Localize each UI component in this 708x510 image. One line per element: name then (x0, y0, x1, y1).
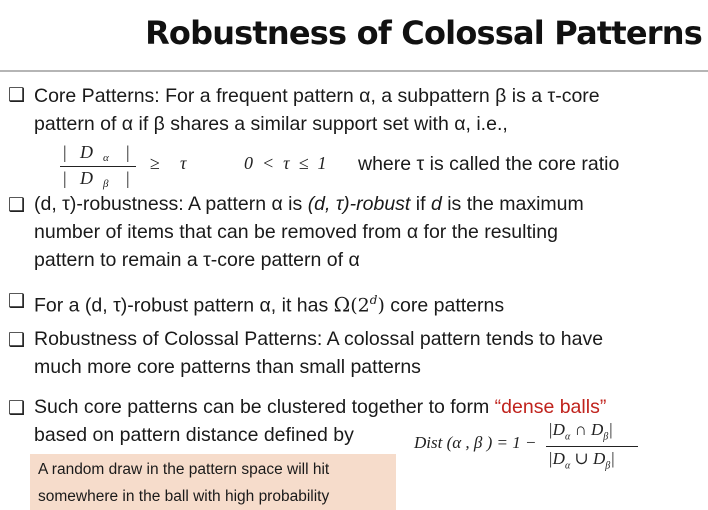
omega-symbol: Ω (333, 292, 351, 317)
count-prefix: For a (d, τ)-robust pattern α, it has (34, 294, 334, 317)
core-ratio-explanation: where τ is called the core ratio (358, 153, 620, 175)
numerator-op: ∩ D (570, 420, 604, 439)
robustness-suffix: is the maximum (441, 193, 584, 215)
count-suffix: core patterns (384, 294, 505, 317)
tau-symbol: τ (180, 153, 187, 173)
callout-line2: somewhere in the ball with high probability (38, 488, 330, 505)
bullet-core-pattern-count (34, 286, 504, 320)
d-term: d (430, 193, 442, 215)
numerator-sub1: α (564, 431, 571, 443)
slide-title: Robustness of Colossal Patterns (145, 14, 702, 52)
denominator-D: D (80, 168, 93, 188)
numerator-bar-left: | (63, 142, 67, 162)
robustness-prefix: (d, τ)-robustness: A pattern α is (34, 193, 308, 215)
denominator-bar-left: | (63, 168, 67, 188)
fraction-bar (60, 166, 136, 167)
denominator-sub2: β (605, 460, 611, 472)
distance-lhs: Dist (α , β ) = 1 − (414, 433, 537, 452)
numerator-bar-right: | (126, 142, 130, 162)
bullet-robustness-line3: pattern to remain a τ-core pattern of α (34, 249, 360, 271)
distance-fraction-bar (546, 446, 638, 447)
bullet-dense-balls-line1 (34, 393, 606, 421)
dense-balls-highlight: “dense balls” (494, 396, 607, 418)
denominator-sub1: α (564, 460, 571, 472)
numerator-subscript: α (103, 152, 109, 164)
bullet-dense-balls-line2: based on pattern distance defined by (34, 424, 354, 446)
numerator-D: D (80, 142, 93, 162)
denominator-op: ∪ D (570, 449, 606, 468)
omega-close: ) (377, 294, 385, 317)
bullet-robustness-line1 (34, 190, 584, 218)
bullet-core-patterns-line1: Core Patterns: For a frequent pattern α, a subpattern β is a τ-core (34, 85, 600, 107)
geq-symbol: ≥ (150, 153, 160, 173)
tau-range: 0 < τ ≤ 1 (244, 153, 327, 173)
denominator-start: |D (548, 449, 565, 468)
bullet-robustness-line2: number of items that can be removed from α for the resulting (34, 221, 558, 243)
callout-line1: A random draw in the pattern space will hit (38, 461, 330, 478)
checkbox-bullet-icon: ❑ (8, 195, 26, 216)
bullet-colossal-line1: Robustness of Colossal Patterns: A colossal pattern tends to have (34, 328, 604, 350)
numerator-start: |D (548, 420, 565, 439)
bullet-colossal-line2: much more core patterns than small patterns (34, 356, 421, 378)
robustness-mid: if (410, 193, 431, 215)
numerator-sub2: β (603, 431, 609, 443)
distance-denominator (548, 449, 615, 471)
denominator-end: | (610, 449, 615, 468)
checkbox-bullet-icon: ❑ (8, 85, 26, 106)
denominator-bar-right: | (126, 168, 130, 188)
bullet-core-patterns-line2: pattern of α if β shares a similar support set with α, i.e., (34, 113, 508, 135)
robust-term: (d, τ)-robust (307, 193, 411, 215)
title-divider (0, 70, 708, 72)
checkbox-bullet-icon: ❑ (8, 330, 26, 351)
dense-balls-prefix: Such core patterns can be clustered together to form (34, 396, 495, 418)
denominator-subscript: β (103, 178, 109, 190)
checkbox-bullet-icon: ❑ (8, 291, 26, 312)
distance-numerator (548, 420, 613, 442)
checkbox-bullet-icon: ❑ (8, 398, 26, 419)
omega-argument: (2 (350, 294, 370, 317)
omega-exponent: d (369, 293, 378, 307)
numerator-end: | (608, 420, 613, 439)
